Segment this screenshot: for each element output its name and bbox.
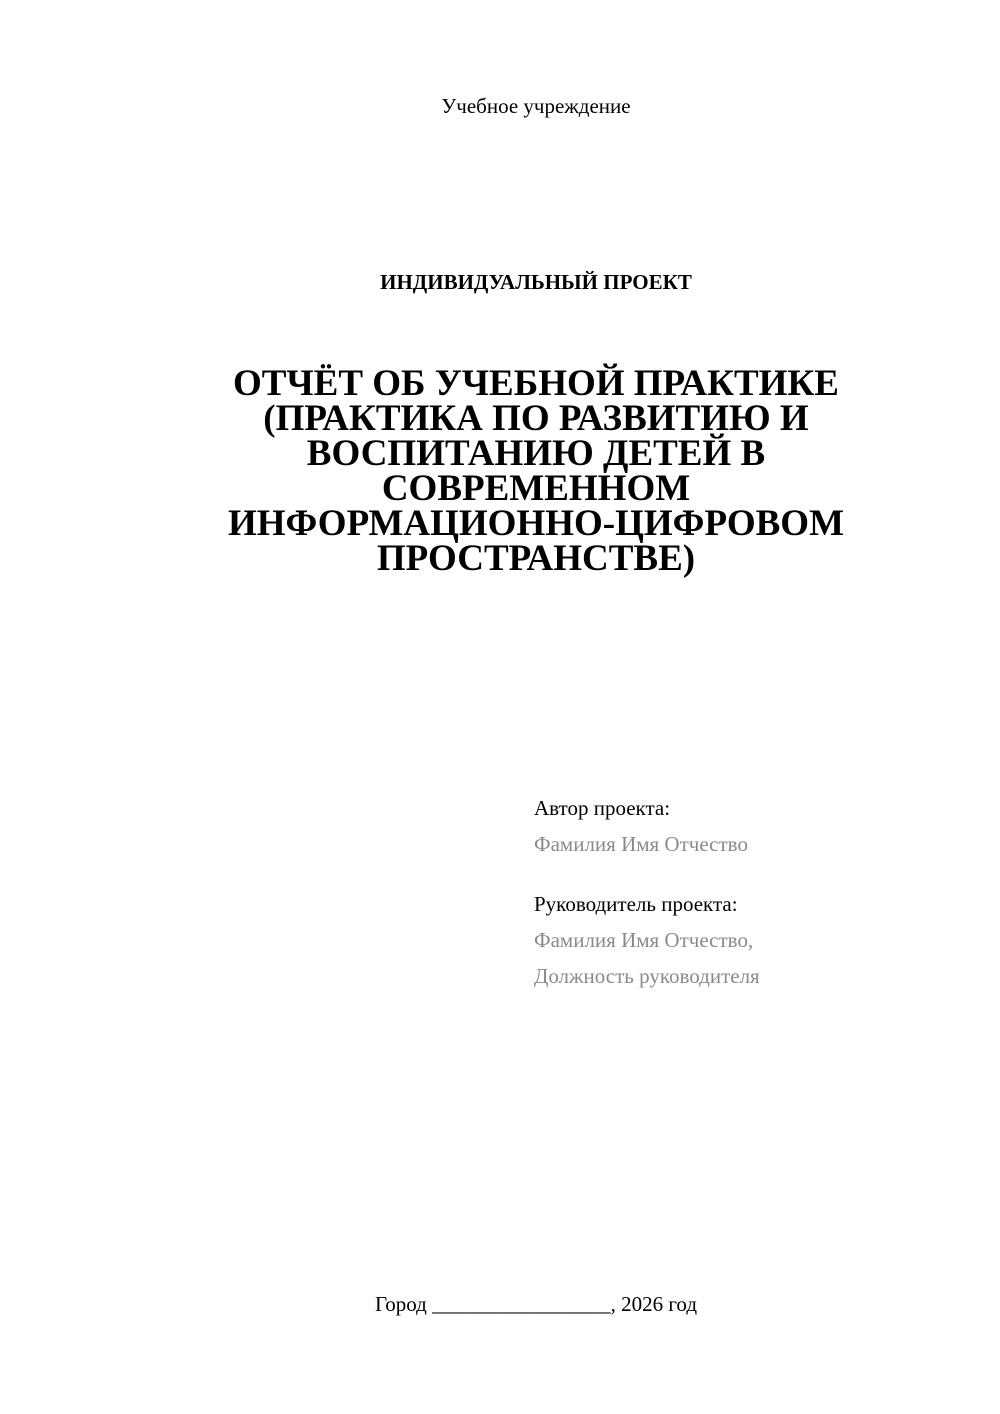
city-year-line: Город _________________, 2026 год [374, 1292, 698, 1316]
report-title-line: ИНФОРМАЦИОННО-ЦИФРОВОМ [228, 503, 844, 544]
author-label: Автор проекта: [534, 796, 671, 820]
supervisor-name-placeholder: Фамилия Имя Отчество, [534, 928, 754, 952]
document-type-label: ИНДИВИДУАЛЬНЫЙ ПРОЕКТ [380, 270, 692, 294]
author-name-placeholder: Фамилия Имя Отчество [534, 832, 748, 856]
supervisor-position-placeholder: Должность руководителя [534, 964, 760, 988]
report-title [180, 363, 892, 579]
supervisor-label: Руководитель проекта: [534, 892, 738, 916]
project-credits [534, 790, 974, 994]
report-title-line: (ПРАКТИКА ПО РАЗВИТИЮ И [263, 398, 809, 439]
report-title-line: ОТЧЁТ ОБ УЧЕБНОЙ ПРАКТИКЕ [233, 363, 839, 404]
credits-spacer [534, 862, 974, 886]
report-title-line: ВОСПИТАНИЮ ДЕТЕЙ В [306, 433, 766, 474]
report-title-line: ПРОСТРАНСТВЕ) [376, 538, 696, 579]
institution-name: Учебное учреждение [441, 94, 631, 118]
report-title-line: СОВРЕМЕННОМ [381, 468, 691, 509]
